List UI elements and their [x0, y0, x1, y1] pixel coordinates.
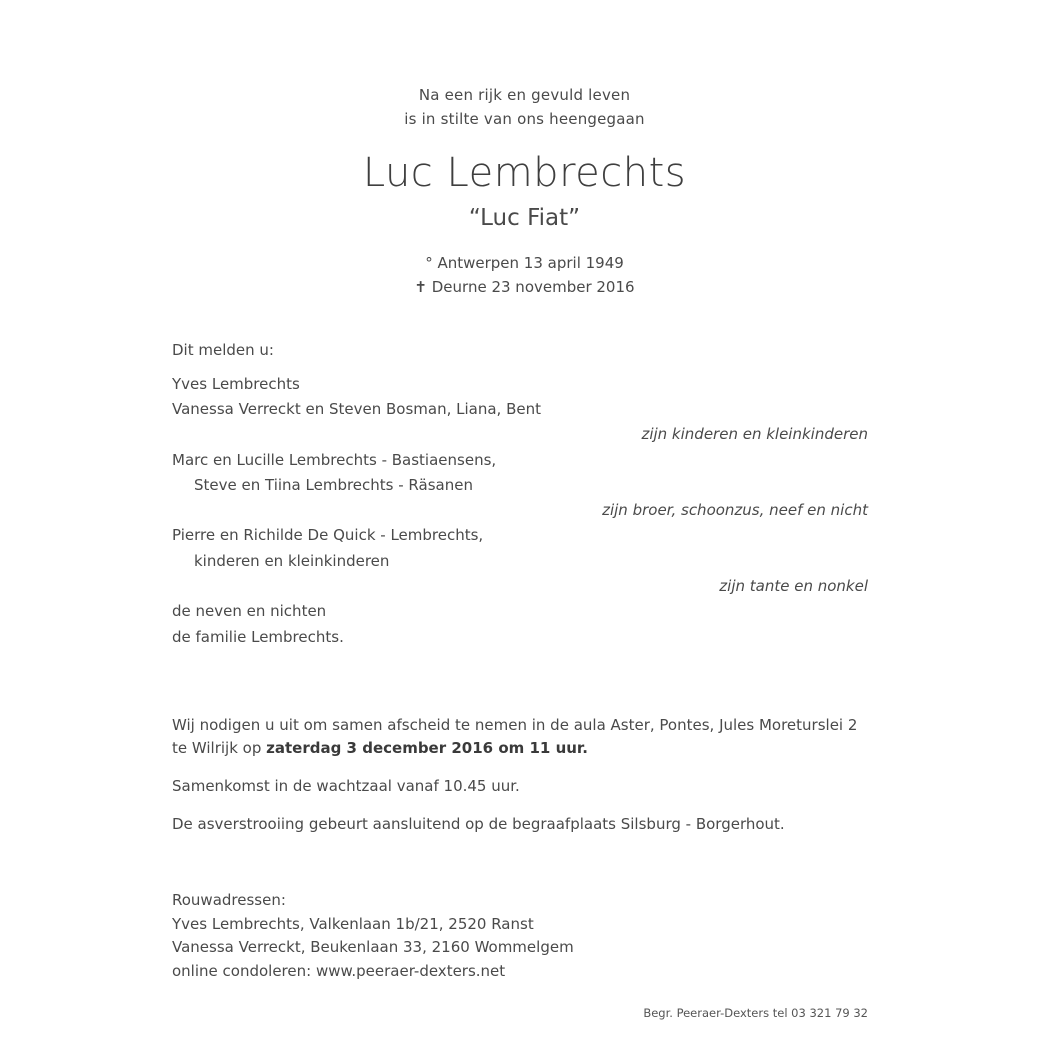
undertaker-credit: Begr. Peeraer-Dexters tel 03 321 79 32 — [643, 1006, 868, 1020]
death-line: ✝ Deurne 23 november 2016 — [414, 278, 635, 296]
intro-line-1: Na een rijk en gevuld leven — [418, 86, 631, 104]
birth-line: ° Antwerpen 13 april 1949 — [425, 254, 624, 272]
family-line: de familie Lembrechts. — [172, 628, 344, 646]
family-line: kinderen en kleinkinderen — [194, 552, 390, 570]
family-line: Pierre en Richilde De Quick - Lembrechts, — [172, 526, 484, 544]
family-line: Marc en Lucille Lembrechts - Bastiaensens, — [172, 451, 497, 469]
relation-label: zijn kinderen en kleinkinderen — [641, 425, 868, 443]
ceremony-invitation — [172, 714, 869, 760]
relation-label: zijn tante en nonkel — [719, 577, 868, 595]
deceased-nickname: “Luc Fiat” — [468, 205, 581, 231]
condolence-link[interactable]: online condoleren: www.peeraer-dexters.net — [172, 962, 506, 980]
address-line: Vanessa Verreckt, Beukenlaan 33, 2160 Wommelgem — [172, 938, 574, 956]
invitation-text: Wij nodigen u uit om samen afscheid te nemen in de aula Aster, Pontes, Jules Moreturslei 2 te Wilrijk op — [172, 716, 858, 757]
family-line: Yves Lembrechts — [172, 375, 300, 393]
intro-line-2: is in stilte van ons heengegaan — [404, 110, 645, 128]
addresses-heading: Rouwadressen: — [172, 891, 286, 909]
gathering-note: Samenkomst in de wachtzaal vanaf 10.45 uur. — [172, 777, 520, 795]
ceremony-datetime: zaterdag 3 december 2016 om 11 uur. — [266, 739, 588, 757]
family-line: Vanessa Verreckt en Steven Bosman, Liana, Bent — [172, 400, 541, 418]
announcement-opening: Dit melden u: — [172, 341, 274, 359]
relation-label: zijn broer, schoonzus, neef en nicht — [602, 501, 868, 519]
address-line: Yves Lembrechts, Valkenlaan 1b/21, 2520 Ranst — [172, 915, 534, 933]
scattering-note: De asverstrooiing gebeurt aansluitend op de begraafplaats Silsburg - Borgerhout. — [172, 815, 785, 833]
family-line: Steve en Tiina Lembrechts - Räsanen — [194, 476, 473, 494]
deceased-name: Luc Lembrechts — [362, 150, 687, 196]
family-line: de neven en nichten — [172, 602, 327, 620]
